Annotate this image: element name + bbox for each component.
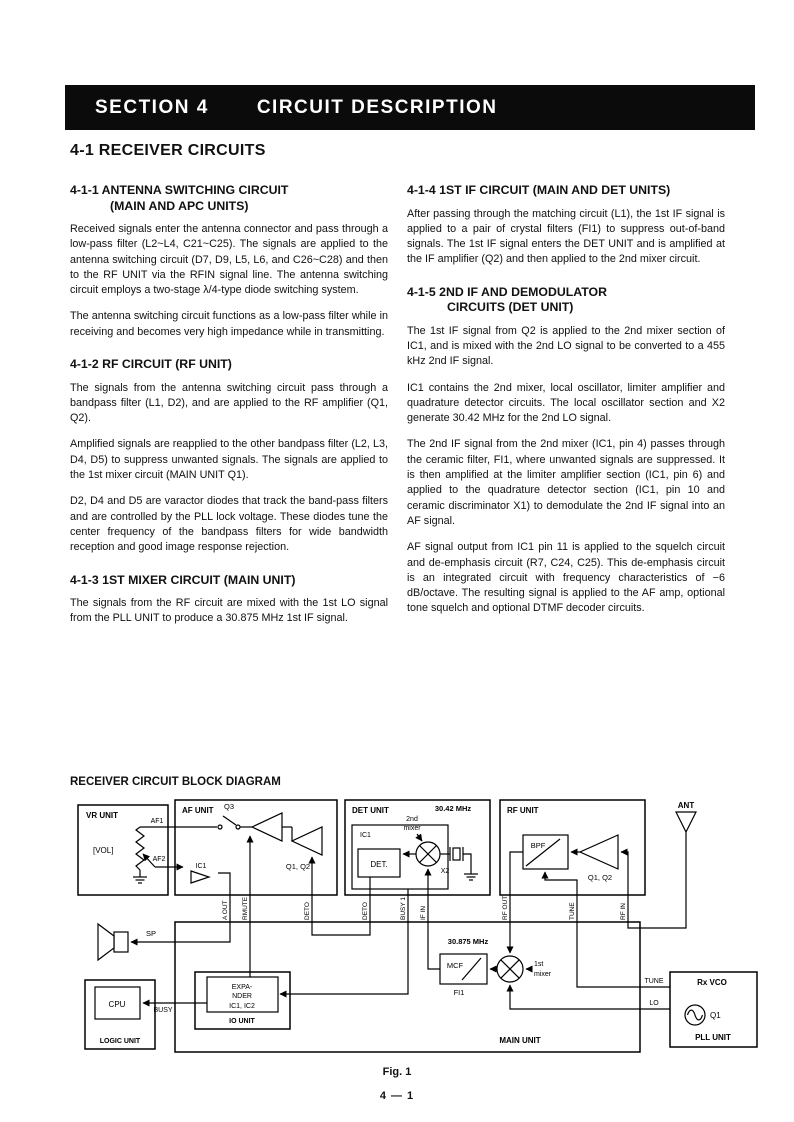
heading-line: 4-1-3 1ST MIXER CIRCUIT (MAIN UNIT) <box>70 572 296 587</box>
heading-4-1-1 <box>70 183 388 214</box>
component-label: mixer <box>534 971 552 978</box>
component-label: DET. <box>370 860 388 869</box>
frequency-label: 30.875 MHz <box>447 937 489 946</box>
section-title: CIRCUIT DESCRIPTION <box>256 96 498 118</box>
body-paragraph: The antenna switching circuit functions as a low-pass filter while in receiving and becomes very high impedance while in transmitting. <box>70 310 388 338</box>
bus-label: RF IN <box>620 903 627 920</box>
unit-label: MAIN UNIT <box>499 1036 541 1045</box>
heading-line: 4-1-5 2ND IF AND DEMODULATOR <box>407 284 607 299</box>
bus-label: RMUTE <box>242 896 249 920</box>
heading-4-1-4 <box>407 183 725 199</box>
signal-label: SP <box>145 929 157 938</box>
antenna-icon <box>676 812 696 832</box>
component-label: [VOL] <box>93 846 114 855</box>
body-paragraph: Received signals enter the antenna connector and pass through a low-pass filter (L2~L4, C21~C25). The signals are applied to the antenna switching circuit (D7, D9, L5, L6, and C26~C28) and then to the RF UNIT via the RFIN signal line. The antenna switching circuit employs a two-stage λ/4-type diode switching system. <box>70 223 388 297</box>
component-label: Q1, Q2 <box>285 862 311 871</box>
signal-label: AF2 <box>152 856 166 863</box>
bus-label: DETO <box>362 902 369 920</box>
body-paragraph: After passing through the matching circuit (L1), the 1st IF signal is applied to a pair of crystal filters (FI1) to suppress out-of-band signals. The 1st IF signal enters the DET UNIT and is amplified at the IF amplifier (Q2) and then applied to the 2nd mixer circuit. <box>407 207 725 266</box>
body-paragraph: The 1st IF signal from Q2 is applied to the 2nd mixer section of IC1, and is mixed with the 2nd LO signal to be converted to a 455 kHz 2nd IF signal. <box>407 324 725 368</box>
signal-label: LO <box>649 1000 659 1007</box>
signal-label: TUNE <box>644 978 664 985</box>
component-label: CPU <box>108 1000 126 1009</box>
signal-label: BUSY <box>153 1007 173 1014</box>
page-number: 4 — 1 <box>379 1090 415 1102</box>
heading-line: (MAIN AND APC UNITS) <box>110 198 249 213</box>
unit-label: AF UNIT <box>182 806 214 815</box>
component-label: Q1, Q2 <box>587 873 613 882</box>
figure-caption: Fig. 1 <box>382 1066 412 1078</box>
bus-label: TUNE <box>569 902 576 920</box>
bus-label: RF OUT <box>502 895 509 920</box>
bus-label: IF IN <box>420 905 427 920</box>
component-label: MCF <box>446 961 464 970</box>
body-paragraph: AF signal output from IC1 pin 11 is applied to the squelch circuit and de-emphasis circuit (R7, C24, C25). This de-emphasis circuit is an integrated circuit with frequency characteristics of −6 dB/octave. The resulting signal is applied to the AF amp, optional tone squelch and optional DTMF decoder circuits. <box>407 541 725 615</box>
heading-line: 4-1-4 1ST IF CIRCUIT (MAIN AND DET UNITS) <box>407 183 671 197</box>
right-column <box>407 183 725 628</box>
component-label: FI1 <box>453 988 465 997</box>
bus-label: BUSY 1 <box>400 896 407 920</box>
component-label: 1st <box>534 961 544 968</box>
component-label: NDER <box>232 993 252 1000</box>
bus-label: A OUT <box>222 900 229 920</box>
heading-line: 4-1-2 RF CIRCUIT (RF UNIT) <box>70 357 232 372</box>
unit-label: RF UNIT <box>507 806 539 815</box>
diagram-title: RECEIVER CIRCUIT BLOCK DIAGRAM <box>70 776 281 788</box>
heading-4-1-5 <box>407 285 725 316</box>
body-paragraph: IC1 contains the 2nd mixer, local oscillator, limiter amplifier and quadrature detector circuits. The local oscillator section and X2 generate 30.42 MHz for the 2nd LO signal. <box>407 381 725 425</box>
page-title: 4-1 RECEIVER CIRCUITS <box>70 142 266 159</box>
speaker-icon <box>114 932 128 952</box>
component-label: Q3 <box>223 802 235 811</box>
component-label: IC1 <box>360 832 371 839</box>
receiver-block-diagram <box>60 792 760 1064</box>
component-label: IC1, IC2 <box>229 1003 255 1010</box>
heading-4-1-3 <box>70 573 388 589</box>
heading-4-1-2 <box>70 357 388 373</box>
component-label: BPF <box>530 841 546 850</box>
section-number: SECTION 4 <box>95 96 209 118</box>
speaker-cone <box>98 924 114 960</box>
heading-line: 4-1-1 ANTENNA SWITCHING CIRCUIT <box>70 183 289 197</box>
body-paragraph: Amplified signals are reapplied to the other bandpass filter (L2, L3, D4, D5) to suppress unwanted signals. The signals are applied to the 1st mixer circuit (MAIN UNIT Q1). <box>70 438 388 482</box>
left-column <box>70 183 388 638</box>
crystal-symbol <box>453 848 460 860</box>
section-header-bar <box>65 85 755 130</box>
component-label: mixer <box>403 825 421 832</box>
heading-line: CIRCUITS (DET UNIT) <box>447 300 574 315</box>
unit-label: PLL UNIT <box>695 1033 731 1042</box>
component-label: IC1 <box>195 863 207 870</box>
frequency-label: 30.42 MHz <box>434 804 472 813</box>
unit-label: LOGIC UNIT <box>99 1038 141 1045</box>
body-paragraph: The signals from the RF circuit are mixed with the 1st LO signal from the PLL UNIT to produce a 30.875 MHz 1st IF signal. <box>70 597 388 625</box>
antenna-label: ANT <box>677 801 695 810</box>
unit-label: IO UNIT <box>229 1018 255 1025</box>
component-label: X2 <box>440 868 450 875</box>
component-label: Q1 <box>710 1011 721 1020</box>
body-paragraph: D2, D4 and D5 are varactor diodes that track the band-pass filters and are controlled by the PLL lock voltage. These diodes tune the center frequency of the bandpass filters for wide bandwidth reception and good image response rejection. <box>70 495 388 554</box>
unit-label: VR UNIT <box>86 811 118 820</box>
bus-label: DETO <box>304 902 311 920</box>
signal-label: AF1 <box>150 818 164 825</box>
body-paragraph: The signals from the antenna switching circuit pass through a bandpass filter (L1, D2), and are applied to the RF amplifier (Q1, Q2). <box>70 381 388 425</box>
component-label: 2nd <box>406 816 418 823</box>
body-paragraph: The 2nd IF signal from the 2nd mixer (IC1, pin 4) passes through the ceramic filter, FI1, where unwanted signals are suppressed. It is then amplified at the limiter amplifier section (IC1, pin 6) and applied to the quadrature detector section (IC1, pin 10 and ceramic discriminator X1) to demodulate the 2nd IF signal into an AF signal. <box>407 438 725 527</box>
unit-label: DET UNIT <box>352 806 389 815</box>
component-label: EXPA- <box>231 984 253 991</box>
component-label: Rx VCO <box>697 978 727 987</box>
